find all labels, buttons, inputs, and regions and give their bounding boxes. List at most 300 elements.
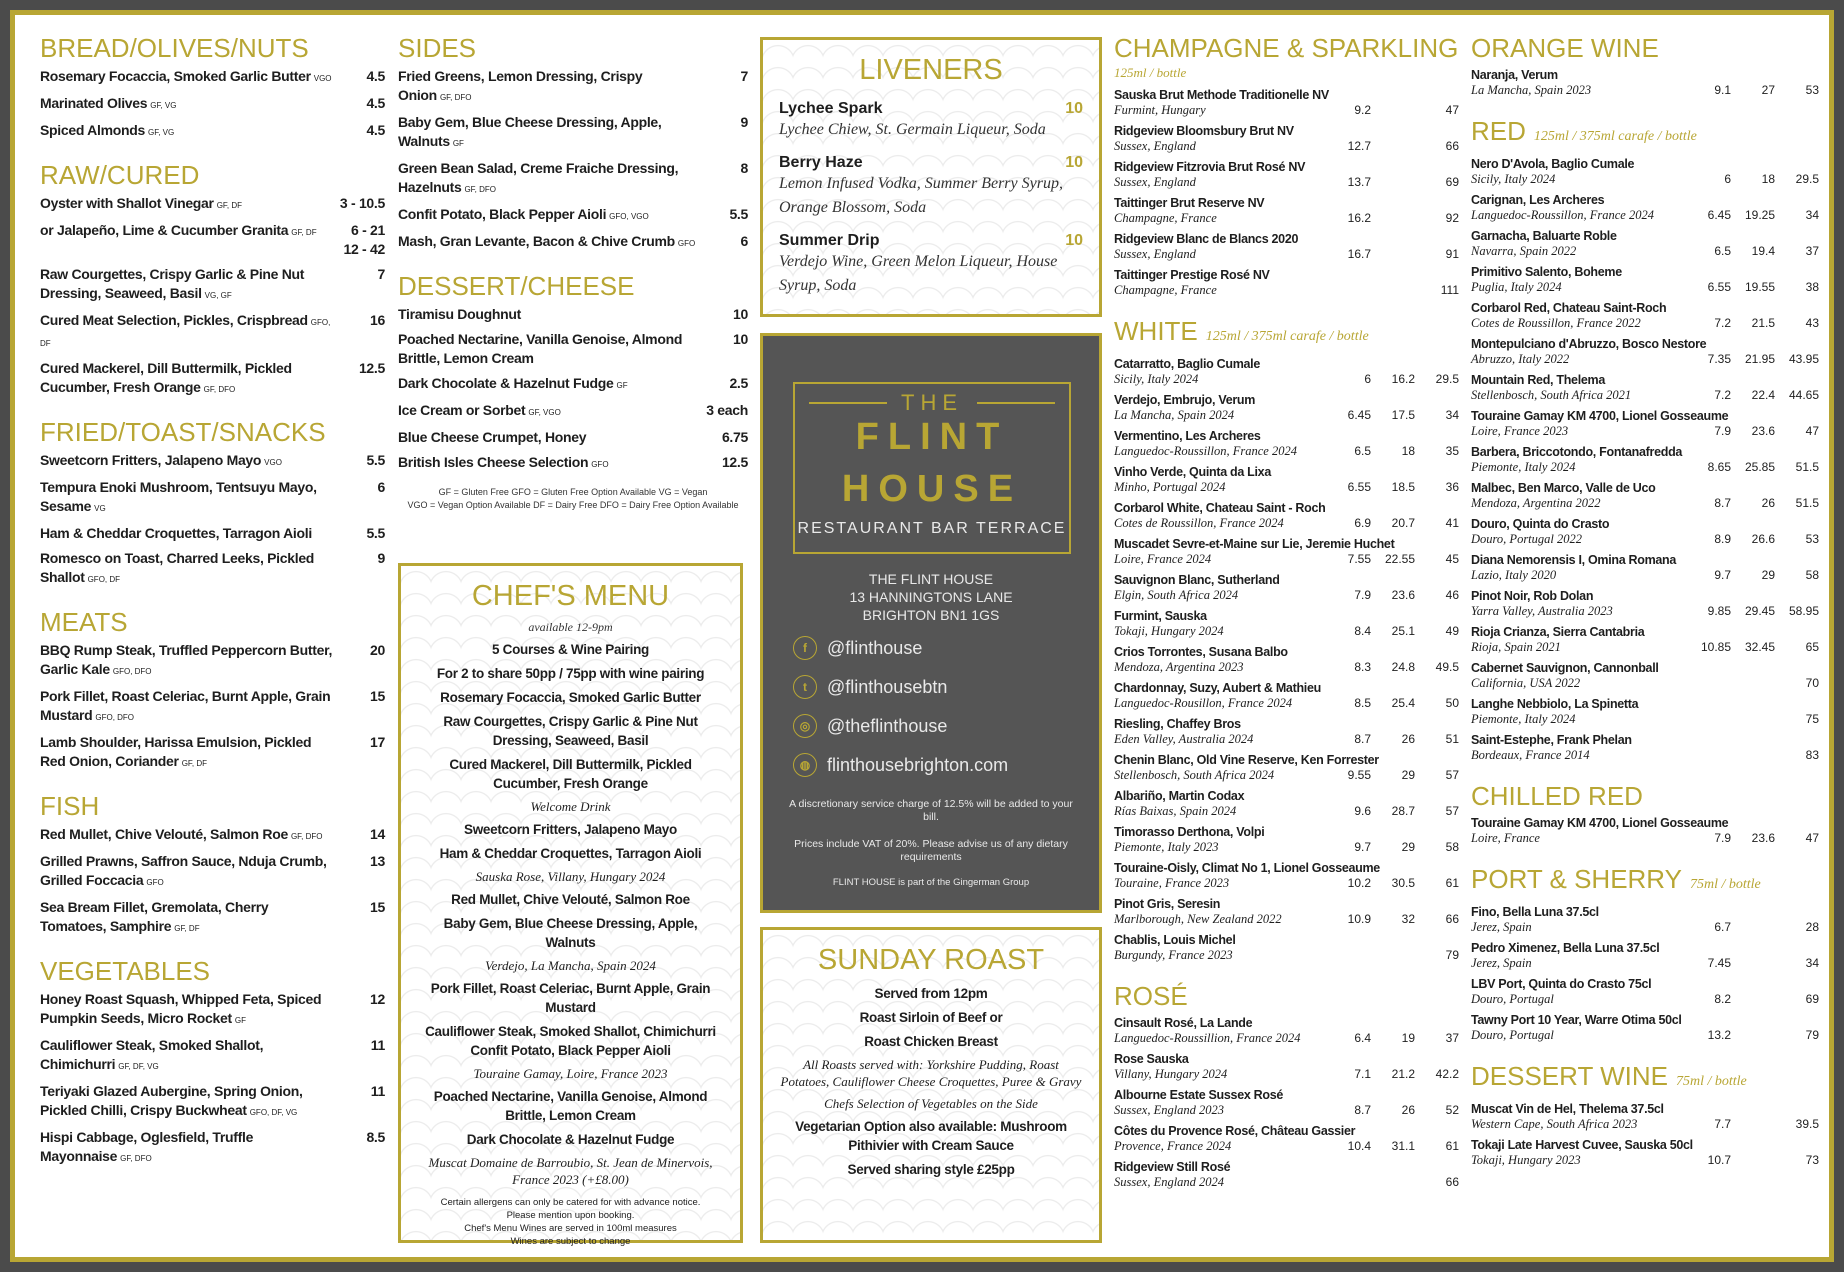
item-price: 3 - 10.5 <box>339 195 385 211</box>
wine-origin: Jerez, Spain <box>1471 920 1532 934</box>
wine-price: 35 <box>1445 444 1459 458</box>
wine-price: 7.55 <box>1347 552 1371 566</box>
item-name: Tiramisu Doughnut <box>398 306 521 322</box>
wine-price: 25.1 <box>1391 624 1415 638</box>
wine-price: 73 <box>1805 1153 1819 1167</box>
item-text <box>398 113 708 153</box>
wine-price: 10.2 <box>1347 876 1371 890</box>
item-price: 5.5 <box>366 452 385 468</box>
item-name: Cured Meat Selection, Pickles, Crispbread <box>40 312 308 328</box>
dietary-tag: VGO <box>313 74 332 83</box>
wine-price <box>1327 1175 1371 1190</box>
wine-name: Cabernet Sauvignon, Cannonball <box>1471 661 1659 675</box>
wine-name: Sauska Brut Methode Traditionelle NV <box>1114 88 1329 102</box>
item-name: Grilled Prawns, Saffron Sauce, Nduja Crumb, Grilled Foccacia <box>40 853 327 888</box>
wine-name: Muscadet Sevre-et-Maine sur Lie, Jeremie Huchet <box>1114 537 1395 551</box>
wine-name: Naranja, Verum <box>1471 68 1558 82</box>
menu-item <box>40 1128 385 1168</box>
wine-name: Nero D'Avola, Baglio Cumale <box>1471 157 1635 171</box>
wine-price: 29 <box>1401 768 1415 782</box>
item-name: Marinated Olives <box>40 95 148 111</box>
wine-item <box>1471 552 1819 583</box>
social-link[interactable] <box>793 636 922 660</box>
item-price: 17 <box>370 734 385 750</box>
item-text <box>40 1036 345 1076</box>
wine-name: Tawny Port 10 Year, Warre Otima 50cl <box>1471 1013 1682 1027</box>
wine-price: 8.2 <box>1714 992 1731 1006</box>
wine-detail-row <box>1471 172 1819 187</box>
item-name: Raw Courgettes, Crispy Garlic & Pine Nut Dressing, Seaweed, Basil <box>40 266 305 301</box>
wine-origin: Sussex, England <box>1114 247 1196 261</box>
wine-price: 22.55 <box>1384 552 1415 566</box>
livener-item <box>779 154 1083 220</box>
wine-price: 83 <box>1805 748 1819 762</box>
menu-line: Served from 12pm <box>874 986 988 1001</box>
wine-price: 12.7 <box>1347 139 1371 153</box>
menu-item <box>40 1082 385 1122</box>
section-title: FISH <box>40 791 100 821</box>
wine-price: 26 <box>1761 496 1775 510</box>
wine-detail-row <box>1114 696 1459 711</box>
wine-name: Albariño, Martin Codax <box>1114 789 1245 803</box>
item-text <box>398 67 708 107</box>
wine-origin: Sussex, England <box>1114 139 1196 153</box>
wine-price: 24.8 <box>1391 660 1415 674</box>
menu-line: Served sharing style £25pp <box>847 1162 1015 1177</box>
wine-origin: Douro, Portugal 2022 <box>1471 532 1582 546</box>
wine-price: 34 <box>1805 208 1819 222</box>
wine-price: 6.9 <box>1354 516 1371 530</box>
wine-name: Touraine-Oisly, Climat No 1, Lionel Gosseaume <box>1114 861 1380 875</box>
liveners-box <box>760 37 1102 317</box>
item-price: 5.5 <box>729 206 748 222</box>
wine-item <box>1471 1137 1819 1168</box>
wine-name: Diana Nemorensis I, Omina Romana <box>1471 553 1677 567</box>
item-text <box>398 232 708 253</box>
wine-price: 7.9 <box>1714 424 1731 438</box>
wine-item <box>1471 940 1819 971</box>
menu-line: Pork Fillet, Roast Celeriac, Burnt Apple, Grain Mustard <box>430 981 711 1015</box>
wine-name: Barbera, Briccotondo, Fontanafredda <box>1471 445 1683 459</box>
wine-detail-row <box>1471 83 1819 98</box>
sunday-roast-box <box>760 927 1102 1243</box>
flint-house-panel <box>760 333 1102 913</box>
wine-price <box>1371 175 1415 190</box>
wine-item <box>1114 1087 1459 1118</box>
wine-name: Verdejo, Embrujo, Verum <box>1114 393 1256 407</box>
wine-item <box>1471 732 1819 763</box>
wine-origin: Abruzzo, Italy 2022 <box>1471 352 1570 366</box>
dietary-tag: GF, DFO <box>464 185 496 194</box>
wine-origin: Jerez, Spain <box>1471 956 1532 970</box>
item-price: 11 <box>370 1083 385 1099</box>
item-name: Pork Fillet, Roast Celeriac, Burnt Apple, Grain Mustard <box>40 688 331 723</box>
dietary-tag: VGO <box>264 458 282 467</box>
wine-item <box>1114 1015 1459 1046</box>
dietary-tag: GF, DFO <box>203 385 236 394</box>
wine-price: 57 <box>1445 768 1459 782</box>
wine-item <box>1471 904 1819 935</box>
wine-origin: La Mancha, Spain 2023 <box>1471 83 1592 97</box>
wine-item <box>1114 824 1459 855</box>
wine-price <box>1731 1117 1775 1132</box>
allergen-note: Chef's Menu Wines are served in 100ml measures <box>464 1223 677 1234</box>
wine-name: Saint-Estephe, Frank Phelan <box>1471 733 1632 747</box>
wine-origin: Navarra, Spain 2022 <box>1471 244 1577 258</box>
section-measures: 75ml / bottle <box>1675 1074 1747 1089</box>
wine-price: 58 <box>1445 840 1459 854</box>
wine-price: 10.85 <box>1700 640 1731 654</box>
wine-origin: Sicily, Italy 2024 <box>1114 372 1199 386</box>
wine-name: Chablis, Louis Michel <box>1114 933 1236 947</box>
section-title: DESSERT/CHEESE <box>398 271 635 301</box>
wine-price: 6.55 <box>1707 280 1731 294</box>
wine-name: Vermentino, Les Archeres <box>1114 429 1261 443</box>
item-price: 10 <box>733 306 748 322</box>
item-price: 9 <box>740 114 748 130</box>
wine-origin: Marlborough, New Zealand 2022 <box>1114 912 1282 926</box>
item-name: Ice Cream or Sorbet <box>398 402 526 418</box>
menu-item <box>398 67 748 107</box>
dietary-tag: GFO <box>677 239 696 248</box>
wine-item <box>1471 192 1819 223</box>
wine-price: 25.85 <box>1744 460 1775 474</box>
item-text <box>398 305 708 324</box>
wine-origin: Languedoc-Rousillon, France 2024 <box>1114 696 1293 710</box>
menu-item <box>40 1036 385 1076</box>
wine-price: 8.65 <box>1707 460 1731 474</box>
wine-price <box>1371 103 1415 118</box>
menu-item <box>398 374 748 395</box>
wine-item <box>1114 231 1459 262</box>
dietary-tag: GF, DF <box>174 924 200 933</box>
wine-price: 7.9 <box>1714 831 1731 845</box>
wine-origin: Eden Valley, Australia 2024 <box>1114 732 1254 746</box>
item-name: Spiced Almonds <box>40 122 145 138</box>
wine-origin: La Mancha, Spain 2024 <box>1114 408 1235 422</box>
section-title <box>1114 981 1459 1011</box>
wine-price: 8.7 <box>1354 732 1371 746</box>
section-title: SIDES <box>398 33 477 63</box>
menu-item <box>40 825 385 846</box>
wine-item <box>1471 264 1819 295</box>
menu-line: Baby Gem, Blue Cheese Dressing, Apple, Walnuts <box>443 916 698 950</box>
dietary-tag: GF, DF, VG <box>118 1062 159 1071</box>
item-price: 12.5 <box>358 360 385 376</box>
item-price: 3 each <box>706 402 748 418</box>
item-price: 8.5 <box>366 1129 385 1145</box>
menu-item <box>40 451 385 472</box>
wine-price <box>1371 247 1415 262</box>
wine-origin: Champagne, France <box>1114 211 1217 225</box>
item-text <box>40 265 345 305</box>
address <box>763 570 1099 624</box>
wine-name: Taittinger Prestige Rosé NV <box>1114 268 1270 282</box>
section-title-text: RED <box>1471 116 1526 146</box>
wine-name: Fino, Bella Luna 37.5cl <box>1471 905 1599 919</box>
item-name: Dark Chocolate & Hazelnut Fudge <box>398 375 614 391</box>
menu-item <box>40 67 385 88</box>
wine-price: 9.2 <box>1354 103 1371 117</box>
wine-price: 10.7 <box>1707 1153 1731 1167</box>
menu-line: Cauliflower Steak, Smoked Shallot, Chimichurri Confit Potato, Black Pepper Aioli <box>425 1024 716 1058</box>
wine-price: 6.5 <box>1354 444 1371 458</box>
wine-item <box>1471 300 1819 331</box>
wine-name: Carignan, Les Archeres <box>1471 193 1605 207</box>
wine-item <box>1114 572 1459 603</box>
wine-price: 7.7 <box>1714 1117 1731 1131</box>
dietary-tag: GF, DF <box>181 759 208 768</box>
wine-price: 57 <box>1445 804 1459 818</box>
wine-price: 31.1 <box>1391 1139 1415 1153</box>
item-name: Sweetcorn Fritters, Jalapeno Mayo <box>40 452 262 468</box>
wine-name: Chardonnay, Suzy, Aubert & Mathieu <box>1114 681 1321 695</box>
wine-item <box>1471 588 1819 619</box>
wine-item <box>1114 536 1459 567</box>
wine-price: 19.25 <box>1744 208 1775 222</box>
livener-description: Verdejo Wine, Green Melon Liqueur, House Syrup, Soda <box>779 253 1058 294</box>
dietary-tag: GFO, VGO <box>609 212 649 221</box>
section-title <box>1471 33 1819 63</box>
logo-the: THE <box>901 390 963 415</box>
item-text <box>40 221 344 242</box>
wine-detail-row <box>1471 640 1819 655</box>
wine-name: Furmint, Sauska <box>1114 609 1207 623</box>
section-title <box>1114 316 1459 352</box>
wine-price: 7.9 <box>1354 588 1371 602</box>
wine-origin: Rías Baixas, Spain 2024 <box>1114 804 1237 818</box>
item-text <box>40 121 345 142</box>
instagram-icon: ◎ <box>793 714 817 738</box>
wine-item <box>1471 1101 1819 1132</box>
item-text <box>398 401 706 422</box>
item-name: or Jalapeño, Lime & Cucumber Granita <box>40 222 289 238</box>
wine-price: 34 <box>1805 956 1819 970</box>
wine-origin: California, USA 2022 <box>1471 676 1581 690</box>
wine-origin: Sussex, England <box>1114 175 1196 189</box>
wine-detail-row <box>1471 1117 1819 1132</box>
wine-origin: Loire, France 2024 <box>1114 552 1212 566</box>
item-name: British Isles Cheese Selection <box>398 454 589 470</box>
wine-origin: Piemonte, Italy 2024 <box>1471 460 1576 474</box>
wine-item <box>1114 500 1459 531</box>
wine-origin: Loire, France 2023 <box>1471 424 1569 438</box>
menu-item <box>398 453 748 474</box>
wine-price <box>1731 992 1775 1007</box>
wine-item <box>1471 408 1819 439</box>
wine-item <box>1471 156 1819 187</box>
wine-detail-row <box>1114 247 1459 262</box>
livener-header <box>779 100 1083 118</box>
wine-price: 58.95 <box>1788 604 1819 618</box>
item-text <box>40 641 345 681</box>
item-price: 4.5 <box>366 68 385 84</box>
wine-price: 6 <box>1724 172 1731 186</box>
menu-line: Roast Sirloin of Beef or <box>859 1010 1003 1025</box>
wine-name: Montepulciano d'Abruzzo, Bosco Nestore <box>1471 337 1707 351</box>
wine-origin: Douro, Portugal <box>1471 1028 1554 1042</box>
dietary-tag: GFO, DF, VG <box>249 1108 298 1117</box>
wine-item <box>1114 860 1459 891</box>
wine-name: Primitivo Salento, Boheme <box>1471 265 1622 279</box>
wine-pairing-line: Touraine Gamay, Loire, France 2023 <box>473 1066 668 1081</box>
wine-price: 9.1 <box>1714 83 1731 97</box>
dietary-legend <box>398 486 748 512</box>
wine-item <box>1471 516 1819 547</box>
wine-price: 8.7 <box>1714 496 1731 510</box>
menu-item <box>40 265 385 305</box>
wine-detail-row <box>1471 316 1819 331</box>
wine-price: 45 <box>1445 552 1459 566</box>
wine-detail-row <box>1471 460 1819 475</box>
wine-price: 32 <box>1401 912 1415 926</box>
wine-price <box>1731 1153 1775 1168</box>
section-title-text: DESSERT WINE <box>1471 1061 1668 1091</box>
wine-price: 29 <box>1761 568 1775 582</box>
section-title-text: ORANGE WINE <box>1471 33 1659 63</box>
wine-origin: Languedoc-Roussillon, France 2024 <box>1114 444 1297 458</box>
section-title <box>1471 864 1819 900</box>
wine-item <box>1114 464 1459 495</box>
item-price: 4.5 <box>366 122 385 138</box>
wine-item <box>1114 644 1459 675</box>
wine-price <box>1687 676 1731 691</box>
wine-item <box>1114 1051 1459 1082</box>
wine-detail-row <box>1114 660 1459 675</box>
wine-price: 25.4 <box>1391 696 1415 710</box>
dietary-tag: GF, DF <box>216 201 243 210</box>
wine-detail-row <box>1114 1103 1459 1118</box>
social-handle: @flinthousebtn <box>827 676 948 697</box>
menu-item <box>40 898 385 938</box>
wine-item <box>1114 896 1459 927</box>
wine-price <box>1731 748 1775 763</box>
menu-line: For 2 to share 50pp / 75pp with wine pairing <box>436 666 705 681</box>
wine-price: 27 <box>1761 83 1775 97</box>
menu-item <box>398 113 748 153</box>
logo-flint: FLINT <box>855 416 1009 458</box>
wine-name: Cinsault Rosé, La Lande <box>1114 1016 1253 1030</box>
wine-price <box>1371 948 1415 963</box>
wine-price: 29.5 <box>1795 172 1819 186</box>
wine-item <box>1114 752 1459 783</box>
item-price: 12 <box>370 991 385 1007</box>
wine-price: 16.7 <box>1347 247 1371 261</box>
wine-name: LBV Port, Quinta do Crasto 75cl <box>1471 977 1652 991</box>
wine-price: 23.6 <box>1391 588 1415 602</box>
wine-price: 49.5 <box>1435 660 1459 674</box>
chefs-menu-availability: available 12-9pm <box>528 620 613 634</box>
wine-name: Mountain Red, Thelema <box>1471 373 1605 387</box>
wine-detail-row <box>1114 624 1459 639</box>
social-link[interactable] <box>793 675 947 699</box>
item-price: 20 <box>370 642 385 658</box>
wine-price: 66 <box>1445 912 1459 926</box>
menu-item <box>40 687 385 727</box>
wine-detail-row <box>1471 604 1819 619</box>
wine-price: 79 <box>1805 1028 1819 1042</box>
wine-price: 51.5 <box>1795 496 1819 510</box>
wine-detail-row <box>1114 1175 1459 1190</box>
item-name: Cauliflower Steak, Smoked Shallot, Chimichurri <box>40 1037 264 1072</box>
wine-detail-row <box>1114 211 1459 226</box>
wine-item <box>1471 480 1819 511</box>
wine-price: 9.7 <box>1714 568 1731 582</box>
wine-pairing-line: All Roasts served with: Yorkshire Pudding, Roast Potatoes, Cauliflower Cheese Croquettes, Puree & Gravy <box>780 1057 1082 1089</box>
wine-price: 44.65 <box>1788 388 1819 402</box>
wine-price: 43.95 <box>1788 352 1819 366</box>
section-title <box>1471 1061 1819 1097</box>
wine-price: 7.35 <box>1707 352 1731 366</box>
wine-detail-row <box>1471 352 1819 367</box>
wine-origin: Villany, Hungary 2024 <box>1114 1067 1228 1081</box>
wine-price: 6 <box>1364 372 1371 386</box>
wine-price: 66 <box>1445 139 1459 153</box>
wine-name: Corbarol Red, Chateau Saint-Roch <box>1471 301 1667 315</box>
wine-price: 21.5 <box>1751 316 1775 330</box>
wine-price: 49 <box>1445 624 1459 638</box>
wine-price: 19.55 <box>1744 280 1775 294</box>
wine-price: 75 <box>1805 712 1819 726</box>
dietary-tag: VG <box>94 504 106 513</box>
wine-name: Muscat Vin de Hel, Thelema 37.5cl <box>1471 1102 1664 1116</box>
facebook-icon: f <box>793 636 817 660</box>
wine-price: 6.4 <box>1354 1031 1371 1045</box>
wine-price: 6.7 <box>1714 920 1731 934</box>
wine-name: Riesling, Chaffey Bros <box>1114 717 1241 731</box>
wine-price: 66 <box>1445 1175 1459 1189</box>
menu-line: Raw Courgettes, Crispy Garlic & Pine Nut Dressing, Seaweed, Basil <box>443 714 698 748</box>
social-link[interactable] <box>793 714 947 738</box>
item-price: 5.5 <box>366 525 385 541</box>
wine-detail-row <box>1114 588 1459 603</box>
wine-pairing-line: Chefs Selection of Vegetables on the Side <box>824 1096 1038 1111</box>
wine-price: 7.1 <box>1354 1067 1371 1081</box>
wine-name: Timorasso Derthona, Volpi <box>1114 825 1265 839</box>
item-text <box>40 733 345 773</box>
wine-price: 47 <box>1805 831 1819 845</box>
wine-price <box>1731 1028 1775 1043</box>
wine-pairing-line: Sauska Rose, Villany, Hungary 2024 <box>475 869 666 884</box>
wine-price: 26.6 <box>1751 532 1775 546</box>
livener-name: Summer Drip <box>779 232 880 249</box>
item-text <box>40 359 345 399</box>
wine-item <box>1471 372 1819 403</box>
wine-origin: Puglia, Italy 2024 <box>1471 280 1562 294</box>
wine-item <box>1114 1159 1459 1190</box>
menu-item <box>40 311 385 353</box>
social-link[interactable] <box>793 753 1008 777</box>
section-title: FRIED/TOAST/SNACKS <box>40 417 326 447</box>
wine-detail-row <box>1114 768 1459 783</box>
wine-name: Côtes du Provence Rosé, Château Gassier <box>1114 1124 1356 1138</box>
item-price: 4.5 <box>366 95 385 111</box>
wine-price: 34 <box>1445 408 1459 422</box>
item-price: 6 - 21 12 - 42 <box>343 222 385 257</box>
wine-price: 29 <box>1401 840 1415 854</box>
wine-price: 6.55 <box>1347 480 1371 494</box>
chefs-menu-title: CHEF'S MENU <box>471 580 670 612</box>
wine-name: Catarratto, Baglio Cumale <box>1114 357 1261 371</box>
wine-detail-row <box>1114 480 1459 495</box>
section-measures: 125ml / 375ml carafe / bottle <box>1533 129 1697 144</box>
livener-price: 10 <box>1065 100 1083 117</box>
wine-item <box>1114 267 1459 298</box>
wine-price: 18 <box>1761 172 1775 186</box>
livener-header <box>779 154 1083 172</box>
wine-name: Langhe Nebbiolo, La Spinetta <box>1471 697 1639 711</box>
wine-price: 58 <box>1805 568 1819 582</box>
